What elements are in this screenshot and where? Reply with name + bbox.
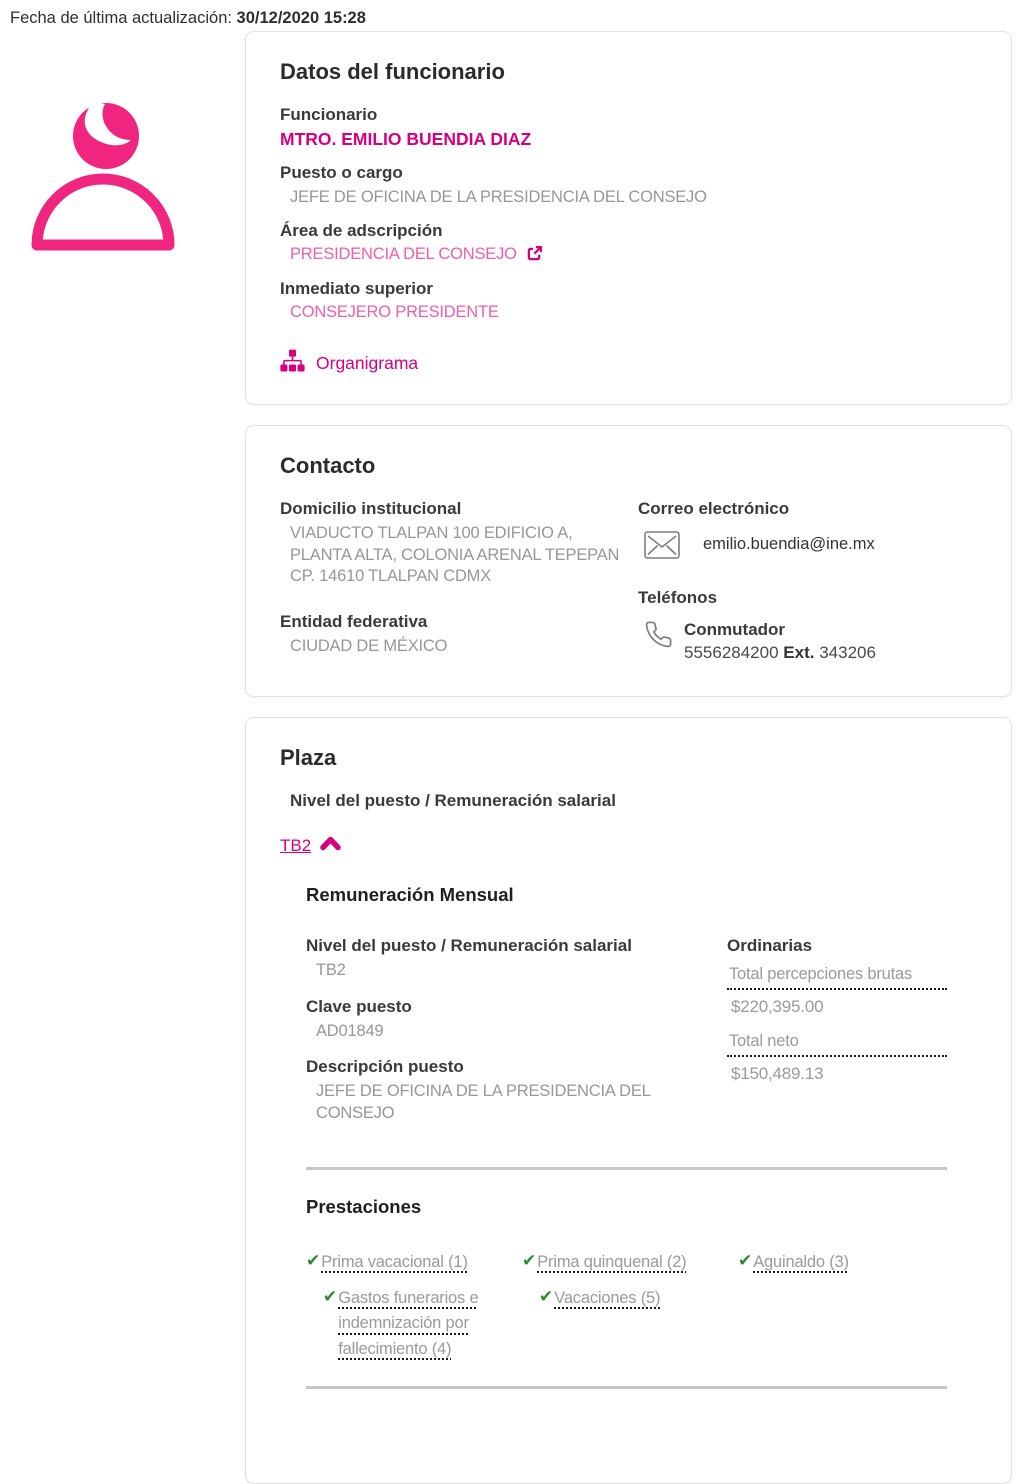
last-update-value: 30/12/2020 15:28	[236, 9, 366, 27]
domicilio-line: CP. 14610 TLALPAN CDMX	[290, 567, 492, 586]
orgchart-icon	[280, 349, 305, 378]
contact-right-column	[638, 499, 977, 670]
field-area-adscripcion	[280, 221, 977, 266]
person-avatar-icon	[27, 95, 179, 257]
card-contacto	[245, 425, 1012, 697]
area-link-text[interactable]: PRESIDENCIA DEL CONSEJO	[290, 245, 517, 264]
chevron-up-icon[interactable]	[320, 835, 341, 856]
check-icon: ✔	[323, 1286, 338, 1306]
domicilio-line: VIADUCTO TLALPAN 100 EDIFICIO A,	[290, 524, 573, 543]
organigrama-label[interactable]: Organigrama	[316, 353, 419, 374]
field-puesto	[280, 163, 977, 208]
check-icon: ✔	[306, 1250, 321, 1270]
nivel-toggle[interactable]	[280, 835, 977, 856]
card-datos-funcionario	[245, 31, 1012, 405]
conmutador-label: Conmutador	[684, 620, 786, 640]
prestacion-label[interactable]: Aguinaldo (3)	[753, 1252, 849, 1271]
descripcion-label: Descripción puesto	[306, 1057, 464, 1077]
nivel-label: Nivel del puesto / Remuneración salarial	[306, 936, 632, 956]
stat-total-neto	[727, 1032, 947, 1084]
nivel-link[interactable]: TB2	[280, 835, 312, 855]
field-funcionario	[280, 105, 977, 150]
stat-label[interactable]: Total percepciones brutas	[727, 965, 947, 990]
entidad-value: CIUDAD DE MÉXICO	[290, 636, 448, 655]
prestaciones-title: Prestaciones	[306, 1195, 422, 1217]
puesto-value: JEFE DE OFICINA DE LA PRESIDENCIA DEL CONSEJO	[290, 188, 707, 206]
stat-label[interactable]: Total neto	[727, 1032, 947, 1057]
salary-left-column	[306, 936, 727, 1139]
clave-value: AD01849	[316, 1021, 384, 1040]
superior-value[interactable]: CONSEJERO PRESIDENTE	[290, 303, 499, 322]
field-entidad	[280, 612, 638, 657]
prestaciones-list	[306, 1250, 947, 1362]
contact-left-column	[280, 499, 638, 670]
prestacion-label[interactable]: Gastos funerarios e indemnización por fallecimiento (4)	[338, 1288, 479, 1358]
last-update-label: Fecha de última actualización:	[10, 9, 232, 27]
entidad-label: Entidad federativa	[280, 611, 428, 631]
remuneracion-title: Remuneración Mensual	[306, 884, 514, 906]
descripcion-value: JEFE DE OFICINA DE LA PRESIDENCIA DEL CONSEJO	[316, 1082, 651, 1122]
domicilio-line: PLANTA ALTA, COLONIA ARENAL TEPEPAN	[290, 545, 620, 564]
prestacion-item[interactable]	[539, 1286, 738, 1312]
phone-number-line	[684, 643, 876, 663]
area-label: Área de adscripción	[280, 221, 443, 241]
email-row	[638, 531, 977, 564]
card-title-contacto: Contacto	[280, 453, 376, 479]
last-update-line	[0, 0, 1022, 28]
check-icon: ✔	[522, 1250, 537, 1270]
card-title-datos: Datos del funcionario	[280, 59, 505, 84]
telefonos-label: Teléfonos	[638, 588, 718, 608]
salary-right-column	[727, 936, 947, 1099]
envelope-icon	[644, 531, 680, 564]
prestacion-item[interactable]	[738, 1250, 947, 1276]
funcionario-label: Funcionario	[280, 105, 378, 124]
organigrama-link[interactable]	[280, 349, 977, 378]
funcionario-name: MTRO. EMILIO BUENDIA DIAZ	[280, 129, 532, 149]
area-link[interactable]	[280, 245, 977, 266]
stat-percepciones-brutas	[727, 965, 947, 1017]
phone-block	[684, 620, 876, 663]
puesto-label: Puesto o cargo	[280, 163, 403, 182]
field-domicilio	[280, 499, 638, 587]
phone-row	[638, 620, 977, 663]
nivel-value: TB2	[316, 961, 346, 980]
phone-icon	[644, 620, 673, 654]
field-clave	[306, 997, 727, 1042]
superior-label: Inmediato superior	[280, 279, 434, 299]
field-nivel	[306, 936, 727, 981]
domicilio-label: Domicilio institucional	[280, 499, 462, 519]
card-bottom-padding	[306, 1389, 947, 1423]
remuneracion-panel	[306, 884, 947, 1423]
correo-label: Correo electrónico	[638, 499, 790, 519]
card-plaza	[245, 717, 1012, 1484]
cards-column	[245, 31, 1012, 1484]
prestacion-item[interactable]	[306, 1250, 522, 1276]
prestacion-item[interactable]	[522, 1250, 738, 1276]
field-inmediato-superior	[280, 279, 977, 322]
external-link-icon[interactable]	[527, 247, 542, 265]
prestacion-label[interactable]: Prima vacacional (1)	[321, 1252, 468, 1271]
contact-grid	[280, 499, 977, 670]
stat-value: $150,489.13	[731, 1064, 824, 1084]
card-title-plaza: Plaza	[280, 745, 337, 771]
check-icon: ✔	[738, 1250, 753, 1270]
stat-value: $220,395.00	[731, 997, 824, 1017]
ext-value: 343206	[819, 643, 876, 663]
prestacion-item[interactable]	[323, 1286, 522, 1363]
plaza-subheader: Nivel del puesto / Remuneración salarial	[290, 791, 616, 811]
prestacion-label[interactable]: Vacaciones (5)	[554, 1288, 661, 1307]
clave-label: Clave puesto	[306, 996, 412, 1016]
field-descripcion	[306, 1057, 727, 1124]
ext-label: Ext.	[783, 643, 815, 663]
check-icon: ✔	[539, 1286, 554, 1306]
ordinarias-title: Ordinarias	[727, 936, 813, 956]
phone-number: 5556284200	[684, 643, 779, 663]
salary-grid	[306, 936, 947, 1139]
section-divider	[306, 1167, 947, 1170]
prestacion-label[interactable]: Prima quinquenal (2)	[537, 1252, 687, 1271]
email-value[interactable]: emilio.buendia@ine.mx	[703, 535, 875, 554]
